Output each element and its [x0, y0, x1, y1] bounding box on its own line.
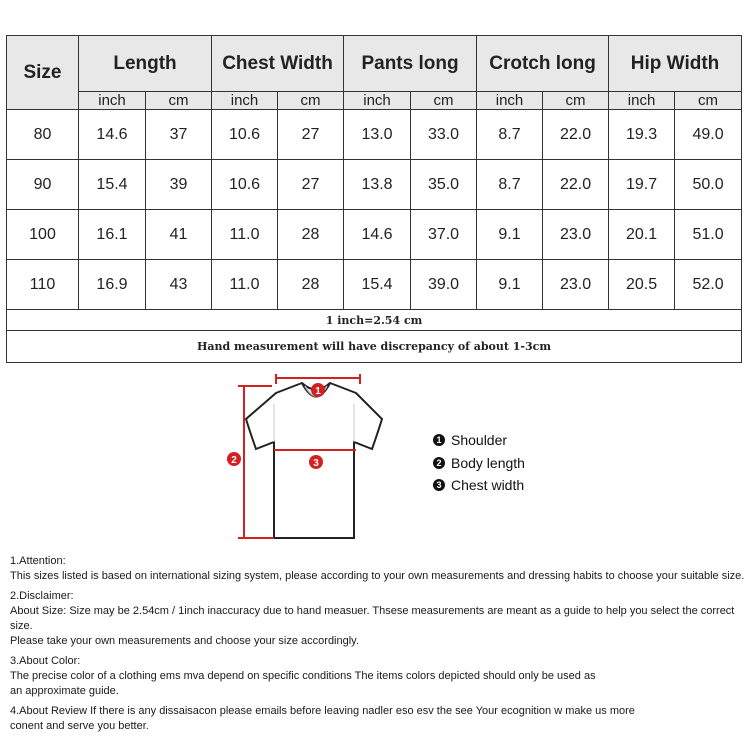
unit-cell: cm	[675, 92, 742, 110]
table-cell: 13.0	[344, 110, 411, 160]
marker-1	[311, 383, 325, 397]
size-cell: 80	[7, 110, 79, 160]
header-size: Size	[7, 36, 79, 110]
table-cell: 9.1	[477, 210, 543, 260]
discrepancy-note: Hand measurement will have discrepancy of about 1-3cm	[7, 331, 742, 363]
unit-cell: cm	[543, 92, 609, 110]
number-3-icon: 3	[433, 479, 445, 491]
legend-label: Shoulder	[451, 432, 508, 449]
table-row	[7, 110, 742, 160]
table-cell: 14.6	[344, 210, 411, 260]
table-cell: 37	[146, 110, 212, 160]
size-cell: 100	[7, 210, 79, 260]
discrepancy-note-row	[7, 331, 742, 363]
note-title: 2.Disclaimer:	[10, 590, 74, 602]
header-row	[7, 36, 742, 92]
table-cell: 20.5	[609, 260, 675, 310]
conversion-note-row	[7, 310, 742, 331]
size-cell: 110	[7, 260, 79, 310]
note-line: The precise color of a clothing ems mva depend on specific conditions The items colors depicted should only be used as	[10, 670, 596, 682]
note-about-review	[10, 704, 750, 734]
table-cell: 15.4	[344, 260, 411, 310]
note-disclaimer	[10, 589, 750, 649]
table-cell: 39.0	[411, 260, 477, 310]
conversion-note: 1 inch=2.54 cm	[7, 310, 742, 331]
header-length: Length	[79, 36, 212, 92]
table-cell: 13.8	[344, 160, 411, 210]
legend-item-chest-width	[433, 474, 525, 497]
table-row	[7, 260, 742, 310]
table-cell: 8.7	[477, 110, 543, 160]
marker-2	[227, 452, 241, 466]
table-cell: 16.9	[79, 260, 146, 310]
table-row	[7, 210, 742, 260]
unit-cell: inch	[609, 92, 675, 110]
unit-cell: cm	[278, 92, 344, 110]
size-cell: 90	[7, 160, 79, 210]
unit-cell: cm	[146, 92, 212, 110]
table-cell: 51.0	[675, 210, 742, 260]
units-row	[7, 92, 742, 110]
note-line: an approximate guide.	[10, 685, 119, 697]
svg-text:3: 3	[313, 458, 319, 469]
tshirt-measurement-diagram	[224, 374, 384, 542]
header-chest-width: Chest Width	[212, 36, 344, 92]
table-cell: 15.4	[79, 160, 146, 210]
number-2-icon: 2	[433, 457, 445, 469]
legend-label: Chest width	[451, 477, 525, 494]
table-cell: 10.6	[212, 160, 278, 210]
table-cell: 19.7	[609, 160, 675, 210]
table-cell: 9.1	[477, 260, 543, 310]
number-1-icon: 1	[433, 434, 445, 446]
notes-section	[10, 554, 750, 739]
table-cell: 22.0	[543, 160, 609, 210]
table-cell: 27	[278, 160, 344, 210]
note-line: 4.About Review If there is any dissaisacon please emails before leaving nadler eso esv the see Your ecognition w make us more	[10, 705, 635, 717]
note-line: This sizes listed is based on international sizing system, please according to your own measurements and dressing habits to choose your suitable size.	[10, 570, 745, 582]
table-cell: 28	[278, 210, 344, 260]
header-pants-long: Pants long	[344, 36, 477, 92]
note-about-color	[10, 654, 750, 699]
unit-cell: inch	[477, 92, 543, 110]
unit-cell: inch	[212, 92, 278, 110]
table-cell: 39	[146, 160, 212, 210]
table-cell: 19.3	[609, 110, 675, 160]
legend-label: Body length	[451, 454, 525, 471]
table-cell: 33.0	[411, 110, 477, 160]
unit-cell: inch	[79, 92, 146, 110]
legend-item-body-length	[433, 452, 525, 475]
svg-text:2: 2	[231, 455, 237, 466]
table-cell: 41	[146, 210, 212, 260]
unit-cell: cm	[411, 92, 477, 110]
table-cell: 23.0	[543, 260, 609, 310]
note-title: 1.Attention:	[10, 555, 66, 567]
table-cell: 52.0	[675, 260, 742, 310]
table-cell: 10.6	[212, 110, 278, 160]
tshirt-icon	[224, 374, 384, 542]
table-cell: 28	[278, 260, 344, 310]
table-row	[7, 160, 742, 210]
table-cell: 22.0	[543, 110, 609, 160]
header-crotch-long: Crotch long	[477, 36, 609, 92]
marker-3	[309, 455, 323, 469]
table-cell: 11.0	[212, 260, 278, 310]
unit-cell: inch	[344, 92, 411, 110]
note-line: About Size: Size may be 2.54cm / 1inch inaccuracy due to hand measuer. Thsese measurements are meant as a guide to help you select the correct size.	[10, 605, 735, 632]
table-cell: 14.6	[79, 110, 146, 160]
note-line: Please take your own measurements and choose your size accordingly.	[10, 635, 359, 647]
table-cell: 43	[146, 260, 212, 310]
table-cell: 35.0	[411, 160, 477, 210]
table-cell: 37.0	[411, 210, 477, 260]
table-cell: 11.0	[212, 210, 278, 260]
header-hip-width: Hip Width	[609, 36, 742, 92]
diagram-legend	[433, 429, 525, 497]
legend-item-shoulder	[433, 429, 525, 452]
table-cell: 16.1	[79, 210, 146, 260]
note-line: conent and serve you better.	[10, 720, 149, 732]
svg-text:1: 1	[315, 386, 321, 397]
table-cell: 23.0	[543, 210, 609, 260]
table-cell: 20.1	[609, 210, 675, 260]
table-cell: 50.0	[675, 160, 742, 210]
table-cell: 27	[278, 110, 344, 160]
size-chart-table	[6, 35, 742, 363]
note-attention	[10, 554, 750, 584]
table-cell: 49.0	[675, 110, 742, 160]
table-cell: 8.7	[477, 160, 543, 210]
note-title: 3.About Color:	[10, 655, 81, 667]
